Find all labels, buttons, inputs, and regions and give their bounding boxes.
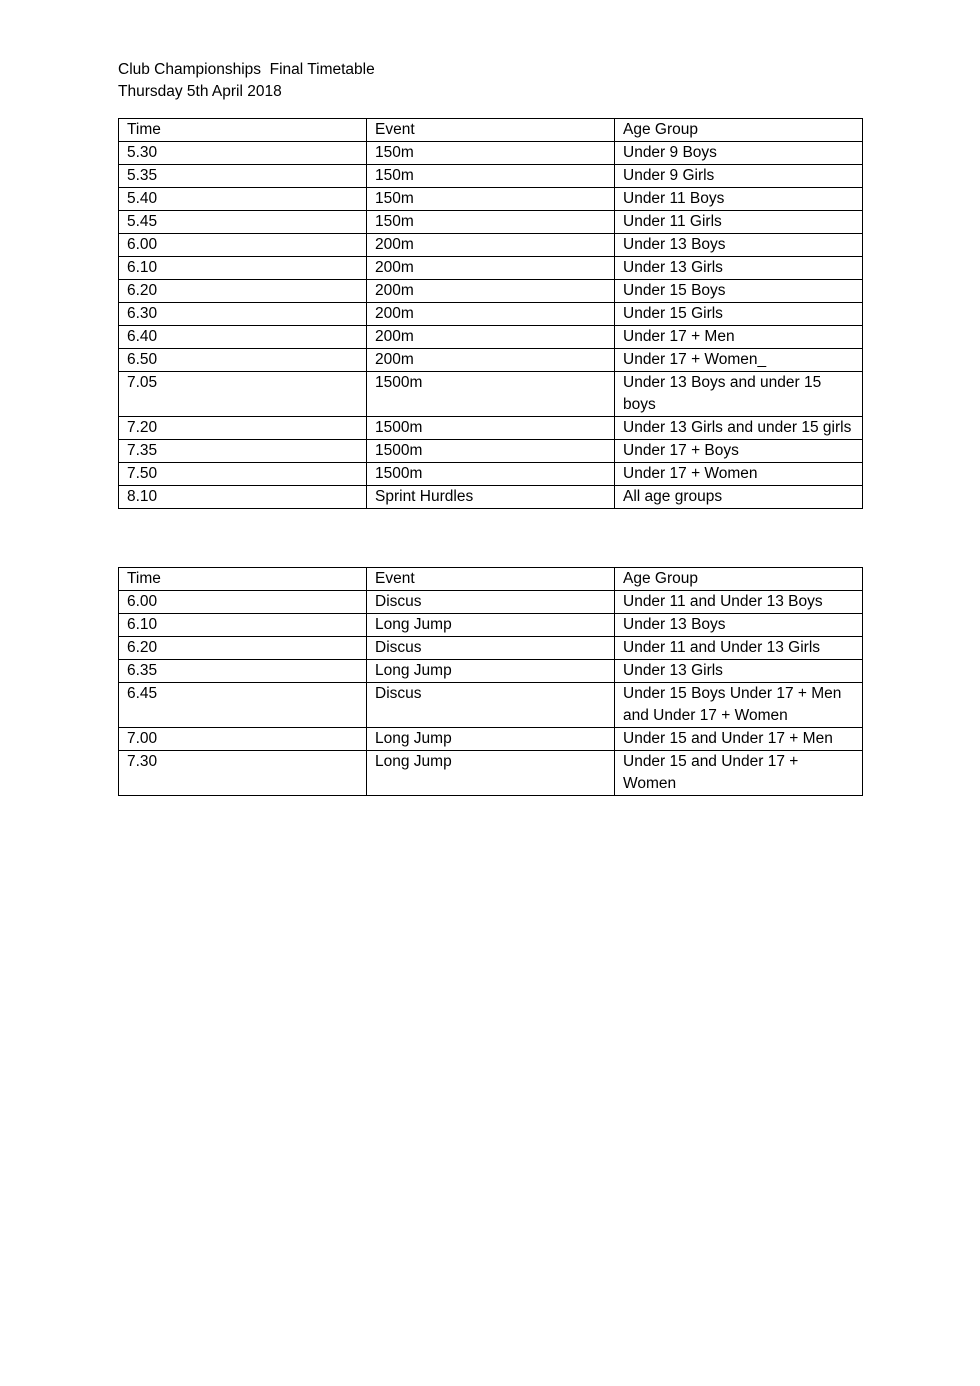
table-row xyxy=(119,591,863,614)
cell-time: 8.10 xyxy=(119,486,367,509)
cell-time: 5.45 xyxy=(119,211,367,234)
cell-age-group: Under 15 and Under 17 + Women xyxy=(615,751,863,796)
cell-event: 150m xyxy=(367,165,615,188)
table-row xyxy=(119,188,863,211)
cell-event: Discus xyxy=(367,637,615,660)
column-header-time: Time xyxy=(119,119,367,142)
cell-event: 1500m xyxy=(367,417,615,440)
table-row xyxy=(119,660,863,683)
cell-age-group: Under 17 + Women xyxy=(615,463,863,486)
table-row xyxy=(119,637,863,660)
document-date: Thursday 5th April 2018 xyxy=(118,83,282,100)
table-header-row xyxy=(119,119,863,142)
cell-time: 6.50 xyxy=(119,349,367,372)
cell-age-group: Under 13 Girls xyxy=(615,257,863,280)
cell-time: 5.40 xyxy=(119,188,367,211)
cell-event: 200m xyxy=(367,257,615,280)
cell-age-group: Under 11 and Under 13 Girls xyxy=(615,637,863,660)
cell-age-group: Under 17 + Men xyxy=(615,326,863,349)
cell-time: 6.00 xyxy=(119,234,367,257)
cell-time: 6.30 xyxy=(119,303,367,326)
table-row xyxy=(119,326,863,349)
cell-time: 7.20 xyxy=(119,417,367,440)
table-row xyxy=(119,728,863,751)
cell-time: 7.30 xyxy=(119,751,367,796)
cell-time: 7.05 xyxy=(119,372,367,417)
cell-event: 200m xyxy=(367,234,615,257)
table-row xyxy=(119,142,863,165)
cell-age-group: Under 11 Girls xyxy=(615,211,863,234)
cell-age-group: Under 15 Boys Under 17 + Men and Under 17 + Women xyxy=(615,683,863,728)
cell-event: 150m xyxy=(367,142,615,165)
cell-time: 6.10 xyxy=(119,257,367,280)
cell-event: 1500m xyxy=(367,440,615,463)
cell-event: 200m xyxy=(367,349,615,372)
cell-time: 6.00 xyxy=(119,591,367,614)
cell-event: Long Jump xyxy=(367,751,615,796)
cell-age-group: All age groups xyxy=(615,486,863,509)
cell-time: 7.35 xyxy=(119,440,367,463)
cell-age-group: Under 13 Boys xyxy=(615,614,863,637)
column-header-event: Event xyxy=(367,568,615,591)
cell-age-group: Under 11 Boys xyxy=(615,188,863,211)
table-row xyxy=(119,165,863,188)
cell-age-group: Under 13 Girls and under 15 girls xyxy=(615,417,863,440)
cell-event: Discus xyxy=(367,591,615,614)
cell-event: Long Jump xyxy=(367,660,615,683)
cell-age-group: Under 15 Boys xyxy=(615,280,863,303)
cell-event: Long Jump xyxy=(367,728,615,751)
column-header-age-group: Age Group xyxy=(615,568,863,591)
table-row xyxy=(119,683,863,728)
table-row xyxy=(119,280,863,303)
cell-event: Long Jump xyxy=(367,614,615,637)
cell-time: 6.35 xyxy=(119,660,367,683)
table-row xyxy=(119,440,863,463)
cell-event: 200m xyxy=(367,303,615,326)
cell-time: 5.30 xyxy=(119,142,367,165)
table-row xyxy=(119,372,863,417)
cell-age-group: Under 15 and Under 17 + Men xyxy=(615,728,863,751)
table-row xyxy=(119,303,863,326)
cell-age-group: Under 13 Boys xyxy=(615,234,863,257)
table-header-row xyxy=(119,568,863,591)
table-row xyxy=(119,614,863,637)
cell-event: 200m xyxy=(367,326,615,349)
table-row xyxy=(119,751,863,796)
cell-time: 6.20 xyxy=(119,637,367,660)
cell-age-group: Under 17 + Women_ xyxy=(615,349,863,372)
cell-time: 7.50 xyxy=(119,463,367,486)
cell-age-group: Under 9 Girls xyxy=(615,165,863,188)
table-row xyxy=(119,486,863,509)
cell-event: 1500m xyxy=(367,463,615,486)
table-row xyxy=(119,211,863,234)
cell-age-group: Under 11 and Under 13 Boys xyxy=(615,591,863,614)
table-row xyxy=(119,349,863,372)
document-header xyxy=(118,59,375,103)
cell-age-group: Under 13 Boys and under 15 boys xyxy=(615,372,863,417)
cell-event: Discus xyxy=(367,683,615,728)
table-row xyxy=(119,463,863,486)
cell-age-group: Under 9 Boys xyxy=(615,142,863,165)
cell-age-group: Under 15 Girls xyxy=(615,303,863,326)
cell-time: 7.00 xyxy=(119,728,367,751)
column-header-event: Event xyxy=(367,119,615,142)
field-events-table xyxy=(118,567,863,796)
column-header-time: Time xyxy=(119,568,367,591)
cell-event: 200m xyxy=(367,280,615,303)
cell-age-group: Under 13 Girls xyxy=(615,660,863,683)
cell-age-group: Under 17 + Boys xyxy=(615,440,863,463)
cell-time: 6.20 xyxy=(119,280,367,303)
table-row xyxy=(119,234,863,257)
cell-time: 5.35 xyxy=(119,165,367,188)
cell-time: 6.40 xyxy=(119,326,367,349)
cell-event: 150m xyxy=(367,188,615,211)
cell-event: 1500m xyxy=(367,372,615,417)
cell-time: 6.10 xyxy=(119,614,367,637)
table-row xyxy=(119,417,863,440)
table-row xyxy=(119,257,863,280)
document-title: Club Championships Final Timetable xyxy=(118,61,375,78)
track-events-table xyxy=(118,118,863,509)
column-header-age-group: Age Group xyxy=(615,119,863,142)
cell-event: Sprint Hurdles xyxy=(367,486,615,509)
cell-time: 6.45 xyxy=(119,683,367,728)
cell-event: 150m xyxy=(367,211,615,234)
